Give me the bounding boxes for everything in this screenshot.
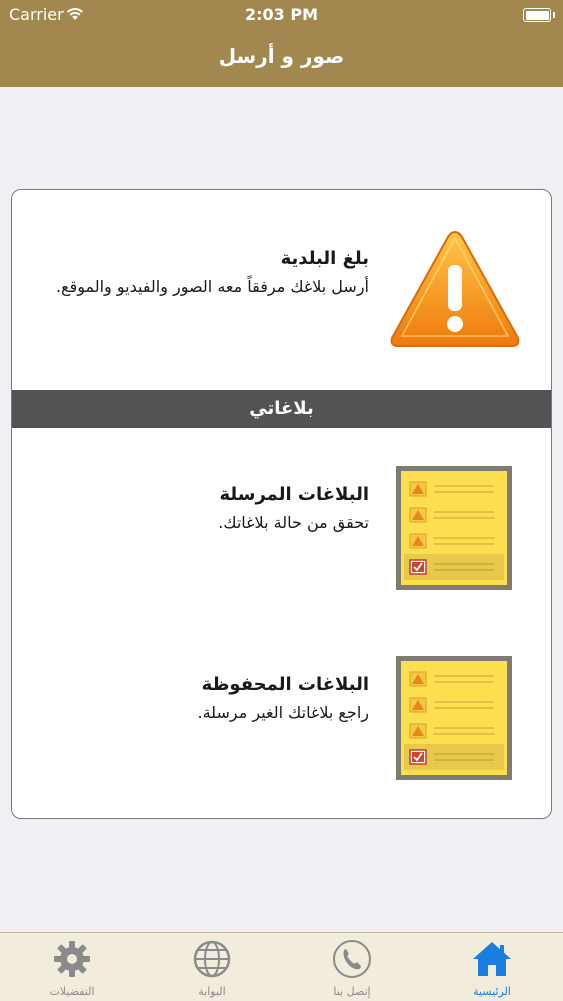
tab-home[interactable] bbox=[422, 933, 562, 1001]
page-title: صور و أرسل bbox=[218, 44, 345, 68]
tab-preferences-label: التفضيلات bbox=[49, 985, 95, 998]
report-title: بلغ البلدية bbox=[280, 248, 369, 269]
phone-icon bbox=[332, 939, 372, 979]
tab-portal[interactable] bbox=[142, 933, 282, 1001]
saved-reports-title: البلاغات المحفوظة bbox=[201, 674, 369, 695]
home-icon bbox=[471, 939, 513, 979]
report-description: أرسل بلاغك مرفقاً معه الصور والفيديو والموقع. bbox=[55, 277, 369, 296]
sent-reports-title: البلاغات المرسلة bbox=[219, 484, 369, 505]
clock: 2:03 PM bbox=[244, 5, 318, 24]
saved-reports-description: راجع بلاغاتك الغير مرسلة. bbox=[197, 703, 369, 722]
status-bar bbox=[0, 0, 563, 30]
tab-portal-label: البوابة bbox=[198, 985, 226, 998]
sent-reports-description: تحقق من حالة بلاغاتك. bbox=[218, 513, 369, 532]
my-reports-header: بلاغاتي bbox=[12, 390, 551, 428]
tab-home-label: الرئيسية bbox=[473, 985, 511, 998]
main-card bbox=[11, 189, 552, 819]
warning-icon bbox=[388, 228, 522, 354]
tab-preferences[interactable] bbox=[2, 933, 142, 1001]
saved-reports-row[interactable] bbox=[12, 618, 551, 808]
report-to-municipality-row[interactable] bbox=[12, 190, 551, 390]
navigation-header bbox=[0, 0, 563, 87]
tab-contact-label: إتصل بنا bbox=[333, 985, 371, 998]
tab-bar bbox=[0, 932, 563, 1001]
sent-reports-row[interactable] bbox=[12, 428, 551, 618]
battery-icon bbox=[523, 8, 551, 22]
gear-icon bbox=[52, 939, 92, 979]
carrier-label: Carrier bbox=[9, 5, 64, 24]
checklist-icon bbox=[396, 656, 512, 784]
tab-contact[interactable] bbox=[282, 933, 422, 1001]
checklist-icon bbox=[396, 466, 512, 594]
globe-icon bbox=[192, 939, 232, 979]
